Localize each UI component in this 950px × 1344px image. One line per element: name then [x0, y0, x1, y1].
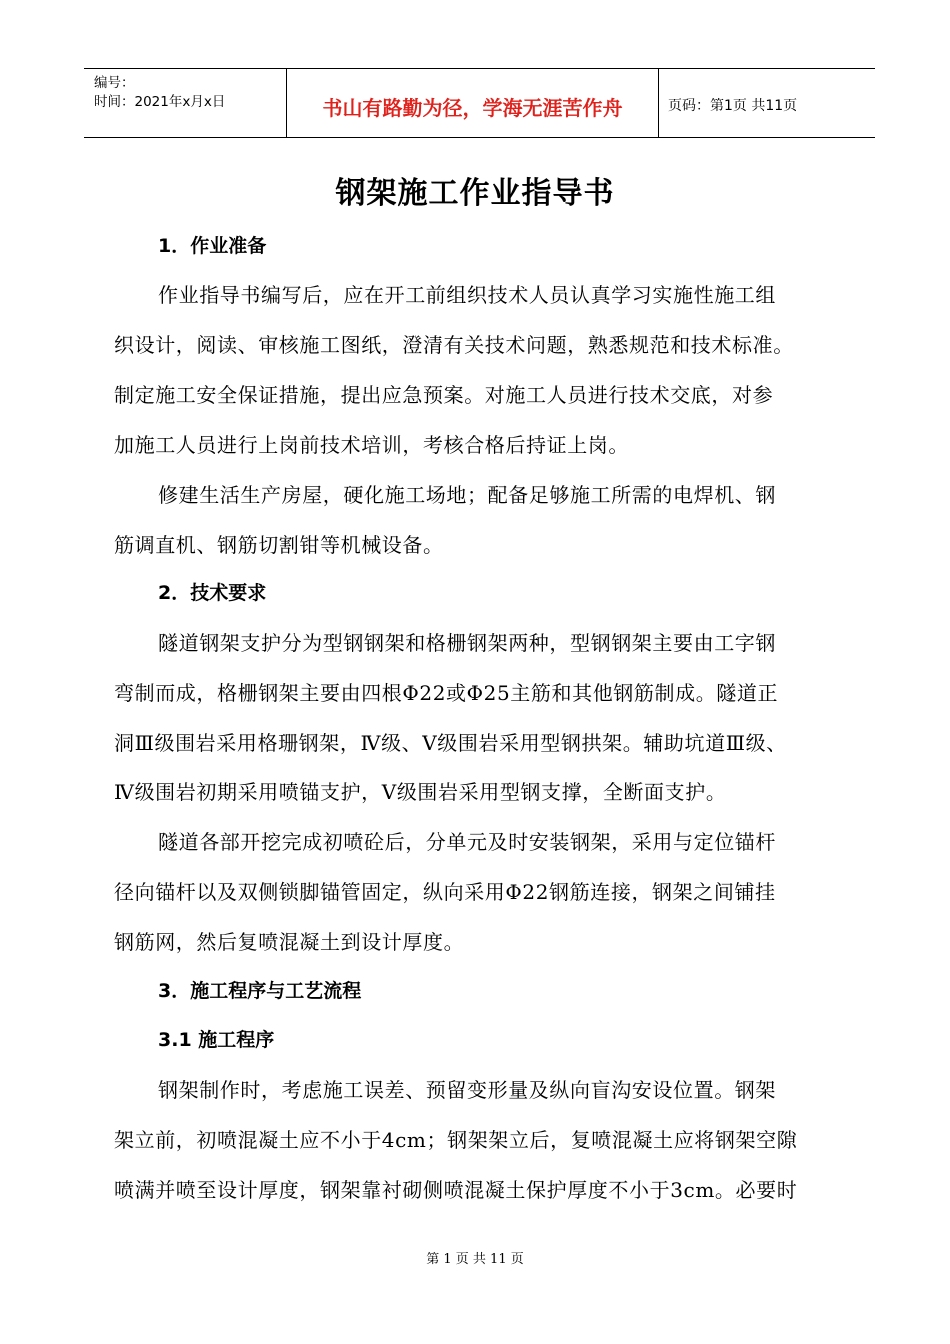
header-page-info: 页码：第1页 共11页: [668, 98, 798, 114]
text-line: 加施工人员进行上岗前技术培训，考核合格后持证上岗。: [114, 433, 629, 457]
text-line: 制定施工安全保证措施，提出应急预案。对施工人员进行技术交底，对参: [114, 383, 774, 407]
date-label: 时间：2021年x月x日: [94, 94, 226, 110]
header-motto: 书山有路勤为径，学海无涯苦作舟: [286, 69, 659, 137]
section-heading-1: 1．作业准备: [158, 235, 267, 257]
text-line: 喷满并喷至设计厚度，钢架靠衬砌侧喷混凝土保护厚度不小于3cm。必要时: [114, 1178, 798, 1202]
header-table: [84, 68, 875, 138]
document-title: 钢架施工作业指导书: [335, 176, 615, 211]
text-line: 筋调直机、钢筋切割钳等机械设备。: [114, 533, 444, 557]
number-label: 编号：: [94, 75, 135, 91]
text-line: 钢筋网，然后复喷混凝土到设计厚度。: [114, 930, 465, 954]
text-line: 弯制而成，格栅钢架主要由四根Φ22或Φ25主筋和其他钢筋制成。隧道正: [114, 681, 779, 705]
section-heading-3: 3．施工程序与工艺流程: [158, 980, 362, 1002]
section-heading-3-1: 3.1 施工程序: [158, 1029, 275, 1051]
text-line: 架立前，初喷混凝土应不小于4cm；钢架架立后，复喷混凝土应将钢架空隙: [114, 1128, 798, 1152]
text-line: 钢架制作时，考虑施工误差、预留变形量及纵向盲沟安设位置。钢架: [158, 1078, 776, 1102]
text-line: 径向锚杆以及双侧锁脚锚管固定，纵向采用Φ22钢筋连接，钢架之间铺挂: [114, 880, 776, 904]
text-line: 修建生活生产房屋，硬化施工场地；配备足够施工所需的电焊机、钢: [158, 483, 776, 507]
header-meta-cell: [84, 69, 286, 137]
page-footer: 第 1 页 共 11 页: [426, 1252, 524, 1267]
text-line: Ⅳ级围岩初期采用喷锚支护，Ⅴ级围岩采用型钢支撑，全断面支护。: [114, 780, 727, 804]
text-line: 洞Ⅲ级围岩采用格珊钢架，Ⅳ级、Ⅴ级围岩采用型钢拱架。辅助坑道Ⅲ级、: [114, 731, 787, 755]
text-line: 隧道各部开挖完成初喷砼后，分单元及时安装钢架，采用与定位锚杆: [158, 830, 776, 854]
text-line: 作业指导书编写后，应在开工前组织技术人员认真学习实施性施工组: [158, 283, 776, 307]
section-heading-2: 2．技术要求: [158, 582, 267, 604]
text-line: 隧道钢架支护分为型钢钢架和格栅钢架两种，型钢钢架主要由工字钢: [158, 631, 776, 655]
text-line: 织设计，阅读、审核施工图纸，澄清有关技术问题，熟悉规范和技术标准。: [114, 333, 794, 357]
